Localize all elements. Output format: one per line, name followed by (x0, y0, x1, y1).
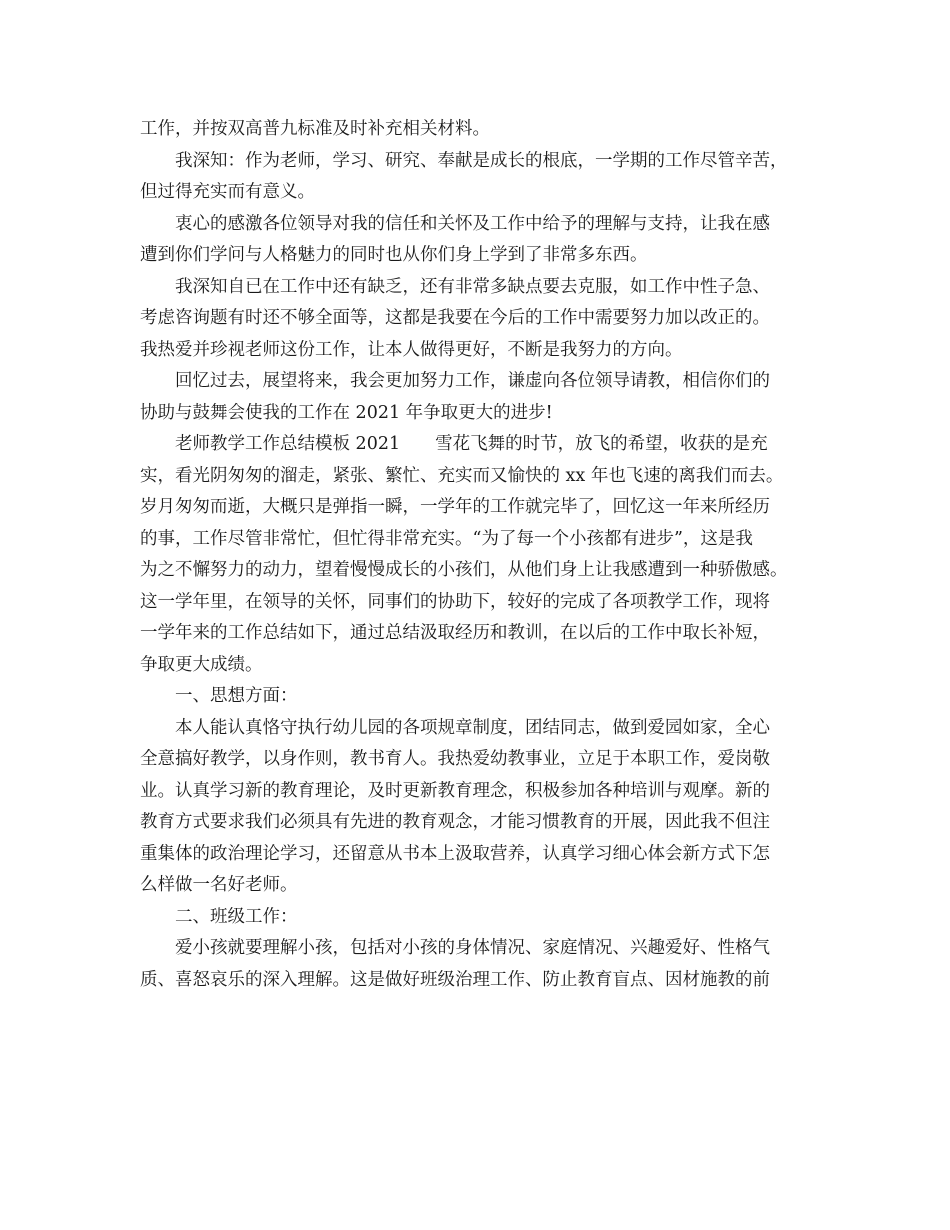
text-line: 的事，工作尽管非常忙，但忙得非常充实。“为了每一个小孩都有进步”，这是我 (140, 528, 753, 549)
text-line: 遭到你们学问与人格魅力的同时也从你们身上学到了非常多东西。 (140, 245, 648, 265)
text-line: 我深知：作为老师，学习、研究、奉献是成长的根底，一学期的工作尽管辛苦， (175, 150, 788, 171)
section-heading: 二、班级工作： (175, 906, 298, 927)
text-line: 重集体的政治理论学习，还留意从书本上汲取营养，认真学习细心体会新方式下怎 (140, 843, 770, 864)
text-line: 教育方式要求我们必须具有先进的教育观念，才能习惯教育的开展，因此我不但注 (140, 812, 770, 832)
text-line: 考虑咨询题有时还不够全面等，这都是我要在今后的工作中需要努力加以改正的。 (140, 308, 770, 328)
text-line: 质、喜怒哀乐的深入理解。这是做好班级治理工作、防止教育盲点、因材施教的前 (140, 969, 770, 990)
text-line: 衷心的感激各位领导对我的信任和关怀及工作中给予的理解与支持，让我在感 (175, 213, 770, 234)
document-body (140, 114, 830, 996)
text-line: 我热爱并珍视老师这份工作，让本人做得更好，不断是我努力的方向。 (140, 339, 683, 360)
text-line: 本人能认真恪守执行幼儿园的各项规章制度，团结同志，做到爱园如家，全心 (175, 717, 770, 738)
section-heading: 一、思想方面： (175, 686, 298, 706)
text-line: 我深知自已在工作中还有缺乏，还有非常多缺点要去克服，如工作中性子急、 (175, 276, 770, 297)
text-line: 一学年来的工作总结如下，通过总结汲取经历和教训，在以后的工作中取长补短， (140, 623, 770, 643)
text-line: 老师教学工作总结模板 2021 雪花飞舞的时节，放飞的希望，收获的是充 (175, 434, 768, 454)
text-line: 岁月匆匆而逝，大概只是弹指一瞬，一学年的工作就完毕了，回忆这一年来所经历 (140, 497, 770, 517)
text-line: 争取更大成绩。 (140, 654, 263, 675)
text-line: 实，看光阴匆匆的溜走，紧张、繁忙、充实而又愉快的 xx 年也飞速的离我们而去。 (140, 465, 784, 486)
text-line: 全意搞好教学，以身作则，教书育人。我热爱幼教事业，立足于本职工作，爱岗敬 (140, 749, 770, 769)
text-line: 协助与鼓舞会使我的工作在 2021 年争取更大的进步! (140, 402, 553, 423)
text-line: 业。认真学习新的教育理论，及时更新教育理念，积极参加各种培训与观摩。新的 (140, 780, 770, 801)
text-line: 这一学年里，在领导的关怀，同事们的协助下，较好的完成了各项教学工作，现将 (140, 591, 770, 612)
text-line: 回忆过去，展望将来，我会更加努力工作，谦虚向各位领导请教，相信你们的 (175, 371, 770, 391)
text-line: 么样做一名好老师。 (140, 875, 298, 895)
text-line: 爱小孩就要理解小孩，包括对小孩的身体情况、家庭情况、兴趣爱好、性格气 (175, 938, 770, 958)
text-line: 但过得充实而有意义。 (140, 182, 315, 202)
text-line: 工作，并按双高普九标准及时补充相关材料。 (140, 119, 490, 139)
text-line: 为之不懈努力的动力，望着慢慢成长的小孩们，从他们身上让我感遭到一种骄傲感。 (140, 560, 788, 580)
